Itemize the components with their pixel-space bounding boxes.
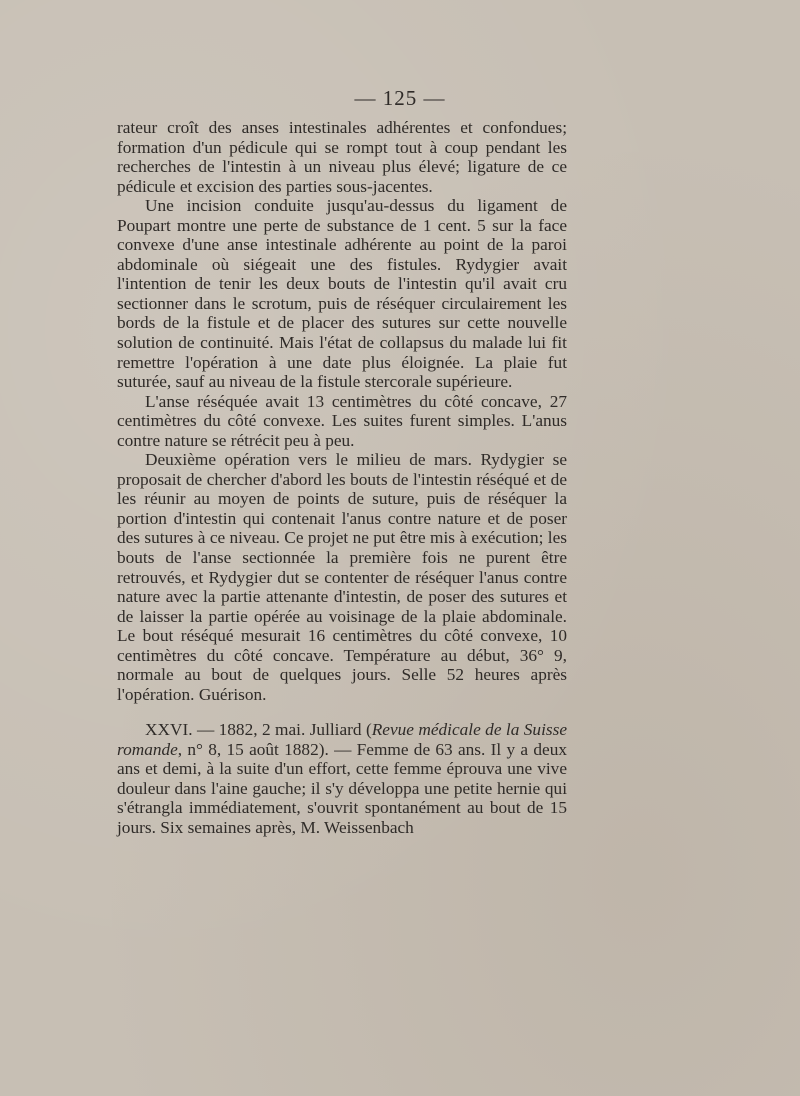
body-text [117, 118, 567, 704]
case-body: , n° 8, 15 août 1882). — Femme de 63 ans. Il y a deux ans et demi, à la suite d'un effort, cette femme éprouva une vive douleur dans l'aine gauche; il s'y développa une petite hernie qui s'étrangla immédiatement, s'ouvrit spontanément au bout de 15 jours. Six semaines après, M. Weissenbach [117, 739, 567, 837]
journal-title: Revue médicale de la Suisse romande [117, 720, 567, 759]
paragraph-case-xxvi [117, 720, 567, 837]
case-xxvi-text [117, 720, 567, 837]
paragraph-incision: Une incision conduite jusqu'au-dessus du ligament de Poupart montre une perte de substance de 1 cent. 5 sur la face convexe d'une anse intestinale adhérente au point de la paroi abdominale où siégeait une des fistules. Rydygier avait l'intention de tenir les deux bouts de l'intestin qu'il avait cru sectionner dans le scrotum, puis de réséquer circulairement les bords de la fistule et de placer des sutures sur cette nouvelle solution de continuité. Mais l'état de collapsus du malade lui fit remettre l'opération à une date plus éloignée. La plaie fut suturée, sauf au niveau de la fistule stercorale supérieure. [117, 196, 567, 392]
paragraph-anse-resequee: L'anse réséquée avait 13 centimètres du côté concave, 27 centimètres du côté convexe. Les suites furent simples. L'anus contre nature se rétrécit peu à peu. [117, 391, 567, 450]
paragraph-continuation: rateur croît des anses intestinales adhérentes et confondues; formation d'un pédicule qui se rompt tout à coup pendant les recherches de l'intestin à un niveau plus élevé; ligature de ce pédicule et excision des parties sous-jacentes. [117, 118, 567, 196]
paragraph-deuxieme-operation: Deuxième opération vers le milieu de mars. Rydygier se proposait de chercher d'abord les bouts de l'intestin réséqué et de les réunir au moyen de points de suture, puis de réséquer la portion d'intestin qui contenait l'anus contre nature et de poser des sutures à ce niveau. Ce projet ne put être mis à exécution; les bouts de l'anse sectionnée la première fois ne purent être retrouvés, et Rydygier dut se contenter de réséquer l'anus contre nature avec la partie attenante d'intestin, de poser des sutures et de laisser la partie opérée au voisinage de la plaie abdominale. Le bout réséqué mesurait 16 centimètres du côté convexe, 10 centimètres du côté concave. Température au début, 36° 9, normale au bout de quelques jours. Selle 52 heures après l'opération. Guérison. [117, 450, 567, 704]
page-number-header: — 125 — [354, 86, 446, 110]
case-lead: XXVI. — 1882, 2 mai. Julliard ( [145, 720, 372, 739]
